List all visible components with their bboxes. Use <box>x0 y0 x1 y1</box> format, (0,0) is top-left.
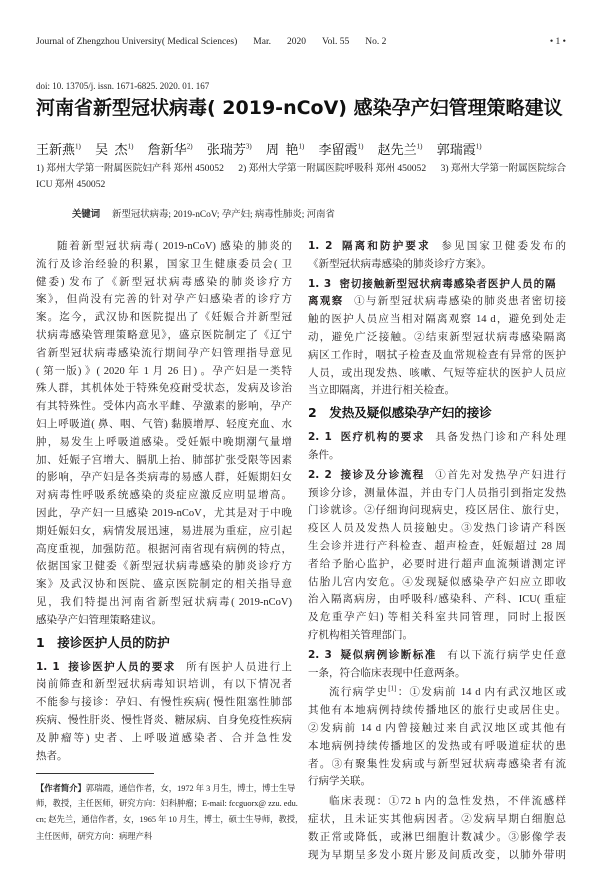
text-line: 见，我们特提出河南省新型冠状病毒( 2019-nCoV) <box>36 596 292 608</box>
text-line: ( 第一版) 》( 2020 年 1 月 26 日) 。孕产妇是一类特 <box>36 365 292 377</box>
text-run: ①首先对发热孕产妇进行 <box>435 469 567 481</box>
subsection-title: 离观察 <box>308 295 344 308</box>
footnote-paragraph <box>36 780 304 845</box>
subsection-title: 医疗机构的要求 <box>339 431 425 444</box>
text-line: 者给予胎心监护，必要时进行超声血流频谱测定评 <box>308 558 566 570</box>
paragraph <box>308 429 566 465</box>
text-line: 岗前筛查和新型冠状病毒知识培训，有以下情况者 <box>36 679 292 691</box>
author-name: 郭瑞霞 <box>436 142 476 157</box>
text-line: 行病学关联。 <box>308 776 371 788</box>
text-line: 疾病、慢性肝炎、慢性肾炎、糖尿病、自身免疫性疾病 <box>36 714 292 726</box>
text-line: 殊人群，其机体处于特殊免疫耐受状态，发病及诊治 <box>36 383 292 395</box>
text-line: 随着新型冠状病毒( 2019-nCoV) 感染的肺炎的 <box>57 241 292 252</box>
text-line: 《新型冠状病毒感染的肺炎诊疗方案》。 <box>308 258 492 270</box>
right-column <box>308 236 566 864</box>
author <box>95 142 133 157</box>
journal-name: Journal of Zhengzhou University( Medical Sciences) <box>36 37 238 47</box>
text-line: 流行及诊治经验的积累，国家卫生健康委员会( 卫 <box>36 258 292 270</box>
text-line: 健委) 发布了《新型冠状病毒感染的肺炎诊疗方 <box>36 276 292 288</box>
author-name: 张瑞芳 <box>206 142 246 157</box>
running-header <box>36 35 566 49</box>
text-line: 期妊娠妇女，病情发展迅速，易进展为重症，应引起 <box>36 525 292 537</box>
paragraph <box>36 238 292 630</box>
text-run: 郭瑞霞，通信作者，女，1972 年 3 月生，博士，博士生导 <box>85 784 296 793</box>
text-line <box>308 293 566 311</box>
subsection-number: 2. 2 <box>308 468 332 481</box>
left-column <box>36 236 292 765</box>
keywords-text: 新型冠状病毒; 2019-nCoV; 孕产妇; 病毒性肺炎; 河南省 <box>112 210 335 220</box>
text-run: 参见国家卫健委发布的 <box>441 241 567 252</box>
text-line: 案》及武汉协和医院、盛京医院制定的相关指导意 <box>36 579 292 591</box>
text-line: 现为早期呈多发小斑片影及间质改变，以肺外带明 <box>308 849 566 861</box>
text-line: 加、妊娠子宫增大、膈肌上抬、肺部扩张受限等因素 <box>36 454 292 466</box>
paragraph <box>308 238 566 274</box>
text-line: 一条，符合临床表现中任意两条。 <box>308 667 466 679</box>
text-line <box>36 659 292 677</box>
issue-month: Mar. <box>253 37 271 47</box>
text-line: 依据国家卫健委《新型冠状病毒感染的肺炎诊疗方 <box>36 561 292 573</box>
paragraph <box>308 684 566 791</box>
text-line: 预诊分诊，测量体温，并由专门人员指引到指定发热 <box>308 487 566 499</box>
affiliation-list <box>36 161 581 193</box>
affiliation-mark: 1) <box>357 142 364 151</box>
subsection-title: 接诊医护人员的要求 <box>67 660 176 673</box>
text-line <box>308 684 566 702</box>
text-line: 门诊就诊。②仔细询问现病史，疫区居住、旅行史， <box>308 505 566 517</box>
paragraph <box>36 659 292 766</box>
author-name: 周 艳 <box>265 142 299 157</box>
author-list <box>36 140 566 160</box>
text-line: 感染孕产妇管理策略建议。 <box>36 614 162 626</box>
text-line: 者。③有聚集性发病或与新型冠状病毒感染者有流 <box>308 758 566 770</box>
keywords-label: 关键词 <box>72 209 101 220</box>
affiliation: 3) 郑州大学第一附属医院综合 ICU 郑州 450052 <box>36 163 567 190</box>
issue-year: 2020 <box>286 37 306 47</box>
section-heading <box>308 400 566 426</box>
paragraph <box>308 467 566 645</box>
text-line: 妇上呼吸道( 鼻、咽、气管) 黏膜增厚、轻度充血、水 <box>36 418 292 430</box>
subsection-title: 疑似病例诊断标准 <box>339 648 437 661</box>
author-name: 李留霞 <box>318 142 358 157</box>
text-line: 临床表现：①72 h 内的急性发热，不伴流感样 <box>329 796 566 808</box>
text-line: 的影响，孕产妇是各类病毒的易感人群，妊娠期妇女 <box>36 472 292 484</box>
text-line <box>308 276 566 294</box>
section-heading <box>36 630 292 656</box>
text-line: 疫区人员及发热人员接触史。③发热门诊请产科医 <box>308 523 566 535</box>
affiliation-mark: 1) <box>127 142 134 151</box>
text-line: 估胎儿宫内安危。④发现疑似感染孕产妇应立即收 <box>308 576 566 588</box>
author-name: 詹新华 <box>147 142 187 157</box>
author <box>319 142 364 157</box>
text-line: 对病毒性呼吸系统感染的炎症应激反应明显增高。 <box>36 490 292 502</box>
author <box>36 142 81 157</box>
affiliation-mark: 1) <box>475 142 482 151</box>
article-title: 河南省新型冠状病毒( 2019-nCoV) 感染孕产妇管理策略建议 <box>36 97 563 119</box>
subsection-title: 隔离和防护要求 <box>339 240 431 252</box>
text-run: 有以下流行病学史任意 <box>447 649 566 661</box>
subsection-title: 接诊及分诊流程 <box>339 468 425 481</box>
text-line: 及肿瘤等) 史者、上呼吸道感染者、合并急性发 <box>36 732 292 744</box>
text-run: ：①发病前 14 d 内有武汉地区或 <box>396 687 567 699</box>
author <box>148 142 193 157</box>
affiliation-mark: 1) <box>75 142 81 151</box>
text-run: 所有医护人员进行上 <box>186 661 292 673</box>
author-name: 赵先兰 <box>377 142 417 157</box>
page-number: • 1 • <box>549 37 566 47</box>
author <box>378 142 423 157</box>
subsection-title: 【作者简介】 <box>36 783 86 793</box>
subsection-number: 1. 3 <box>308 277 332 290</box>
text-line: 省新型冠状病毒感染流行期间孕产妇管理指导意见 <box>36 347 292 359</box>
section-number: 2 <box>308 405 317 421</box>
text-line: 有其特殊性。受体内高水平雌、孕激素的影响，孕产 <box>36 401 292 413</box>
author <box>266 142 304 157</box>
author-name: 吴 杰 <box>95 142 128 157</box>
text-line: 病区工作时，咽拭子检查及血常规检查有异常的医护 <box>308 349 566 361</box>
subsection-number: 1. 1 <box>36 660 60 673</box>
subsection-number: 1. 2 <box>308 240 333 252</box>
text-line: 本地病例持续传播地区的发热或有呼吸道症状的患 <box>308 740 566 752</box>
affiliation-mark: 3) <box>245 142 252 151</box>
text-line: 症状，且未证实其他病因者。②发病早期白细胞总 <box>308 813 566 825</box>
text-line: 动，避免广泛接触。②结束新型冠状病毒感染隔离 <box>308 331 566 343</box>
text-run: 具备发热门诊和产科处理 <box>435 432 567 444</box>
text-line: 触的医护人员应当相对隔离观察 14 d，避免到处走 <box>308 314 566 326</box>
text-line <box>308 429 566 447</box>
text-line: 其他有本地病例持续传播地区的旅行史或居住史。 <box>308 705 566 717</box>
text-line: 不能参与接诊：孕妇、有慢性疾病( 慢性阻塞性肺部 <box>36 697 292 709</box>
text-line: 案。迄今，武汉协和医院提出了《妊娠合并新型冠 <box>36 312 292 324</box>
text-line: 主任医师，研究方向：病理产科 <box>36 831 153 841</box>
text-line: 高度重视，加强防范。根据河南省现有病例的特点， <box>36 543 292 555</box>
section-title: 接诊医护人员的防护 <box>57 634 170 650</box>
text-line <box>308 647 566 665</box>
subsection-title: 密切接触新型冠状病毒感染者医护人员的隔 <box>338 277 556 290</box>
text-line: 热者。 <box>36 750 68 762</box>
section-number: 1 <box>36 634 45 650</box>
volume-number: Vol. 55 <box>321 37 350 47</box>
author-name: 王新燕 <box>36 142 76 157</box>
author-footnote <box>36 780 304 845</box>
text-line: 疗机构相关管理部门。 <box>308 629 413 641</box>
text-line: 条件。 <box>308 449 340 461</box>
footnote-divider <box>36 773 154 774</box>
paragraph <box>308 647 566 683</box>
subsection-number: 2. 3 <box>308 648 332 661</box>
citation-ref: [1] <box>388 684 397 693</box>
text-run: ①与新型冠状病毒感染的肺炎患者密切接 <box>354 296 567 308</box>
text-line: cn; 赵先兰，通信作者，女，1965 年 10 月生，博士，硕士生导师，教授， <box>36 815 304 825</box>
author <box>437 142 482 157</box>
text-line: ②发病前 14 d 内曾接触过来自武汉地区或其他有 <box>308 722 566 734</box>
doi: doi: 10. 13705/j. issn. 1671-6825. 2020. 01. 167 <box>36 81 210 91</box>
text-line: 因此，孕产妇一旦感染 2019-nCoV，尤其是对于中晚 <box>36 507 292 519</box>
text-line: 生会诊并进行产科检查、超声检查，妊娠超过 28 周 <box>308 540 566 552</box>
text-line: 人员，或出现发热、咳嗽、气短等症状的医护人员应 <box>308 367 566 379</box>
text-line: 治入隔离病房，由呼吸科/感染科、产科、ICU( 重症 <box>308 594 566 606</box>
text-line: 当立即隔离，并进行相关检查。 <box>308 385 455 397</box>
text-run: 流行病学史 <box>329 687 389 699</box>
text-line: 及危重孕产妇) 等相关科室共同管理，同时上报医 <box>308 612 566 624</box>
affiliation-mark: 1) <box>298 142 305 151</box>
text-line <box>308 467 566 485</box>
text-line: 师，教授，主任医师，研究方向：妇科肿瘤；E-mail: fccguorx@ zzu. edu. <box>36 799 298 809</box>
text-line: 肿，易发生上呼吸道感染。受妊娠中晚期潮气量增 <box>36 436 292 448</box>
text-line: 数正常或降低，或淋巴细胞计数减少。③影像学表 <box>308 831 566 843</box>
text-line <box>308 238 566 256</box>
section-title: 发热及疑似感染孕产妇的接诊 <box>329 405 492 421</box>
affiliation: 1) 郑州大学第一附属医院妇产科 郑州 450052 <box>36 163 224 174</box>
affiliation: 2) 郑州大学第一附属医院呼吸科 郑州 450052 <box>238 163 427 174</box>
keywords <box>72 207 566 223</box>
author <box>207 142 252 157</box>
affiliation-mark: 2) <box>186 142 193 151</box>
issue-number: No. 2 <box>365 37 387 47</box>
text-line <box>36 780 296 796</box>
subsection-number: 2. 1 <box>308 431 332 444</box>
paragraph <box>308 793 566 864</box>
affiliation-mark: 1) <box>416 142 423 151</box>
paragraph <box>308 276 566 401</box>
text-line: 案》，但尚没有完善的针对孕产妇感染者的诊疗方 <box>36 294 292 306</box>
text-line: 状病毒感染管理策略意见》，盛京医院制定了《辽宁 <box>36 329 292 341</box>
